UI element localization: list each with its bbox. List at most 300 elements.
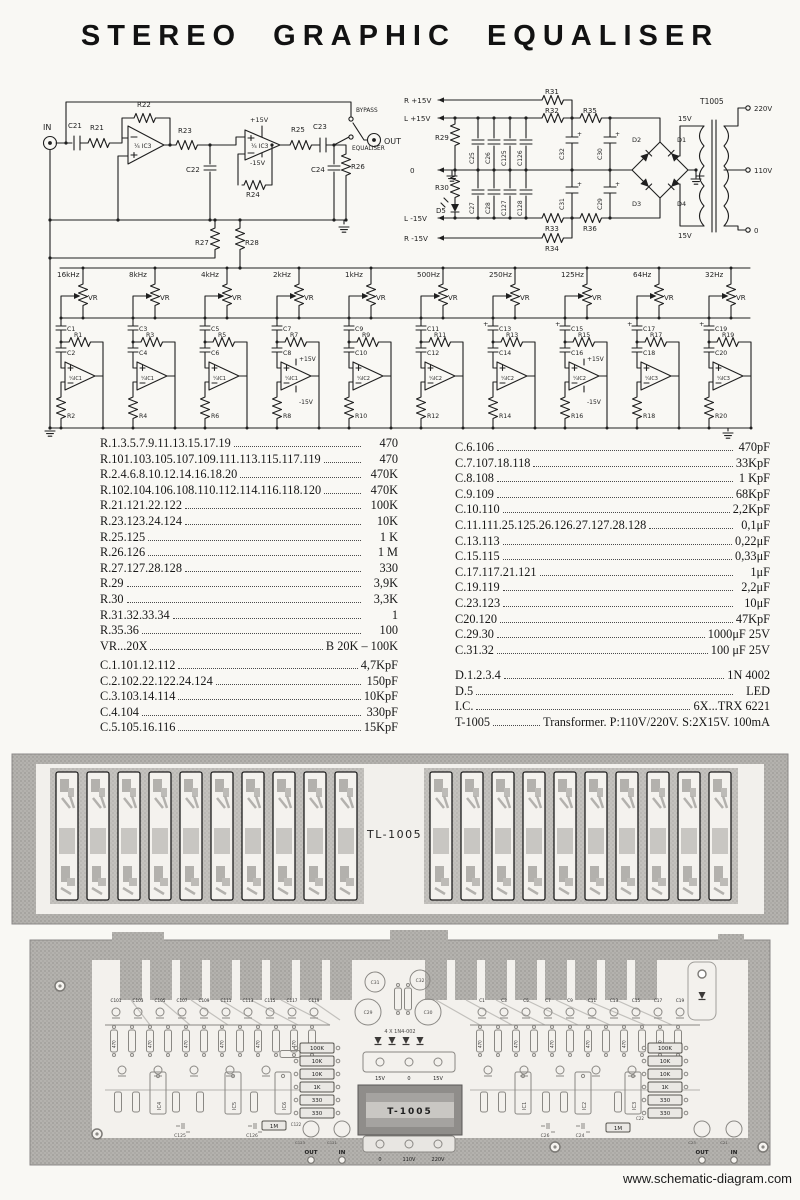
pcb-copper-label: TL-1005 xyxy=(367,828,423,841)
opamp-label: ¼IC2 xyxy=(429,376,442,382)
cap-label: C13 xyxy=(499,326,512,333)
pcb-terminal-label: 0 xyxy=(407,1076,411,1082)
pcb-res-value: 470 xyxy=(255,1040,261,1048)
part-value: 470pF xyxy=(738,440,770,454)
part-ref: C.23.123 xyxy=(455,595,501,610)
pcb-diode-note: 4 X 1N4-002 xyxy=(384,1029,416,1035)
r35-label: R35 xyxy=(583,107,597,115)
r31-label: R31 xyxy=(545,88,559,96)
res-label: R17 xyxy=(650,332,663,339)
r23-label: R23 xyxy=(178,127,192,135)
c127-label: C127 xyxy=(501,200,508,216)
pcb-res-value: 10K xyxy=(659,1059,671,1065)
dotted-leader xyxy=(503,512,730,513)
part-value: 330pF xyxy=(366,704,398,719)
pcb-res-value: 100K xyxy=(657,1046,673,1052)
cap-label: C3 xyxy=(139,326,148,333)
dotted-leader xyxy=(178,730,360,731)
pcb-terminal-label: 110V xyxy=(402,1157,416,1163)
band-freq: 32Hz xyxy=(705,270,724,279)
part-ref: C.3.103.14.114 xyxy=(100,689,176,704)
vr-label: VR xyxy=(664,294,674,302)
part-ref: R.102.104.106.108.110.112.114.116.118.120 xyxy=(100,482,322,497)
part-ref: R.2.4.6.8.10.12.14.16.18.20 xyxy=(100,467,238,482)
part-value: 3,3K xyxy=(373,591,398,606)
pcb-terminal-label: 15V xyxy=(433,1076,443,1082)
svg-text:+: + xyxy=(615,131,621,138)
part-value: 330 xyxy=(379,560,398,575)
part-value: 150pF xyxy=(366,673,398,688)
r36-label: R36 xyxy=(583,225,597,233)
pcb-res-value: 10K xyxy=(311,1059,323,1065)
pcb-res-value: 330 xyxy=(659,1111,671,1117)
table-row xyxy=(100,545,398,561)
part-ref: C.2.102.22.122.24.124 xyxy=(100,673,213,688)
vr-label: VR xyxy=(376,294,386,302)
dotted-leader xyxy=(178,699,360,700)
table-row xyxy=(100,561,398,577)
part-ref: I.C. xyxy=(455,699,474,714)
vr-label: VR xyxy=(88,294,98,302)
cap-label: C11 xyxy=(427,326,440,333)
cap-label: C19 xyxy=(715,326,728,333)
part-value: 10μF xyxy=(744,595,770,610)
cap-label: C20 xyxy=(715,350,728,357)
tap-220v: 220V xyxy=(754,105,773,113)
dotted-leader xyxy=(503,559,732,560)
part-value: 3,9K xyxy=(373,576,398,591)
pcb-res-value: 470 xyxy=(549,1040,555,1048)
r34-label: R34 xyxy=(545,245,559,253)
part-ref: R.35.36 xyxy=(100,623,139,638)
part-value: 100 μF 25V xyxy=(710,642,770,657)
vr-label: VR xyxy=(592,294,602,302)
r27-label: R27 xyxy=(195,239,209,247)
cap-polarity: + xyxy=(483,320,489,328)
table-row xyxy=(455,518,770,534)
pcb-cap-label: C111 xyxy=(220,998,232,1003)
out-label: OUT xyxy=(384,137,402,146)
mounting-hole xyxy=(92,1129,102,1139)
pcb-cap-label: C123 xyxy=(295,1140,305,1145)
part-value: 47KpF xyxy=(735,611,770,626)
tap-0v: 0 xyxy=(754,227,759,235)
transformer-label: T1005 xyxy=(700,97,724,106)
table-row xyxy=(455,534,770,550)
cap-polarity: + xyxy=(699,320,705,328)
part-ref: C.5.105.16.116 xyxy=(100,720,176,735)
cap-label: C8 xyxy=(283,350,292,357)
pcb-res-value: 1M xyxy=(613,1126,623,1132)
table-row xyxy=(455,596,770,612)
part-ref: VR...20X xyxy=(100,638,148,653)
res-label: R15 xyxy=(578,332,591,339)
part-ref: C.6.106 xyxy=(455,440,494,454)
res-label: R14 xyxy=(499,413,512,420)
dotted-leader xyxy=(216,684,361,685)
cap-label: C6 xyxy=(211,350,220,357)
cap-polarity: + xyxy=(555,320,561,328)
part-value: 68KpF xyxy=(735,486,770,501)
in-label: IN xyxy=(43,123,52,132)
vr-label: VR xyxy=(304,294,314,302)
vr-label: VR xyxy=(160,294,170,302)
c32-label: C32 xyxy=(559,148,566,160)
svg-text:+: + xyxy=(577,181,583,188)
part-ref: D.5 xyxy=(455,683,474,698)
res-label: R16 xyxy=(571,413,584,420)
dotted-leader xyxy=(148,555,361,556)
dotted-leader xyxy=(185,524,361,525)
part-ref: R.1.3.5.7.9.11.13.15.17.19 xyxy=(100,436,231,450)
part-value: 1000μF 25V xyxy=(707,627,770,642)
dotted-leader xyxy=(533,466,732,467)
dotted-leader xyxy=(503,606,733,607)
pcb-cap-label: C24 xyxy=(575,1134,585,1139)
tap-110v: 110V xyxy=(754,167,773,175)
dotted-leader xyxy=(497,481,733,482)
r26-label: R26 xyxy=(351,163,365,171)
cap-label: C10 xyxy=(355,350,368,357)
r21-label: R21 xyxy=(90,124,104,132)
table-row xyxy=(100,674,398,690)
opamp-label: ¼IC1 xyxy=(213,376,226,382)
band-freq: 250Hz xyxy=(489,270,512,279)
r22-label: R22 xyxy=(137,101,151,109)
pcb-cap-label: C26 xyxy=(540,1134,550,1139)
pcb-in-label: IN xyxy=(338,1150,346,1156)
power-supply-schematic xyxy=(404,88,772,253)
pcb-ic-label: IC2 xyxy=(582,1101,588,1110)
pcb-cap-label: C109 xyxy=(198,998,210,1003)
part-ref: C.29.30 xyxy=(455,627,494,642)
dotted-leader xyxy=(142,715,361,716)
dotted-leader xyxy=(497,653,708,654)
pcb-cap-label: C126 xyxy=(246,1134,258,1139)
part-value: 1 K xyxy=(379,529,398,544)
opamp-label: ¼IC2 xyxy=(501,376,514,382)
ic3a-label: ¼ IC3 xyxy=(134,143,152,150)
part-ref: R.30 xyxy=(100,591,124,606)
pcb-component-layout xyxy=(0,930,800,1175)
pcb-cap-label: C103 xyxy=(132,998,144,1003)
mounting-hole xyxy=(550,1142,560,1152)
pcb-ic-label: IC4 xyxy=(157,1101,163,1110)
pcb-out-label: OUT xyxy=(695,1150,709,1156)
pcb-out-label: OUT xyxy=(304,1150,318,1156)
part-ref: C.11.111.25.125.26.126.27.127.28.128 xyxy=(455,517,647,532)
band-freq: 4kHz xyxy=(201,270,219,279)
part-ref: R.27.127.28.128 xyxy=(100,560,182,575)
pcb-cap-label: C117 xyxy=(286,998,298,1003)
plus15-label: +15V xyxy=(250,116,269,124)
table-row xyxy=(100,658,398,674)
cap-label: C5 xyxy=(211,326,220,333)
table-row xyxy=(100,467,398,483)
r25-label: R25 xyxy=(291,126,305,134)
band-plus15: +15V xyxy=(299,356,316,363)
pcb-terminal-label: 220V xyxy=(431,1157,445,1163)
dotted-leader xyxy=(497,637,705,638)
part-value: 1μF xyxy=(750,564,770,579)
cap-label: C7 xyxy=(283,326,292,333)
bypass-label: BYPASS xyxy=(356,108,378,114)
res-label: R8 xyxy=(283,413,292,420)
dotted-leader xyxy=(324,493,361,494)
table-row xyxy=(100,436,398,452)
res-label: R10 xyxy=(355,413,368,420)
part-value: 6X...TRX 6221 xyxy=(693,699,770,714)
dotted-leader xyxy=(234,446,361,447)
c23-label: C23 xyxy=(313,123,327,131)
part-ref: C.15.115 xyxy=(455,549,500,564)
pcb-cap-label: C105 xyxy=(154,998,166,1003)
table-row xyxy=(455,549,770,565)
rail-r-plus15: R +15V xyxy=(404,96,432,105)
part-ref: T-1005 xyxy=(455,714,491,729)
input-buffer-schematic xyxy=(43,101,401,436)
d1-label: D1 xyxy=(677,136,687,144)
pcb-cap-label: C3 xyxy=(501,998,507,1003)
table-row xyxy=(100,483,398,499)
capacitor-parts-table-right xyxy=(455,440,770,658)
pcb-res-value: 10K xyxy=(311,1072,323,1078)
res-label: R6 xyxy=(211,413,220,420)
pcb-res-value: 470 xyxy=(111,1040,117,1048)
res-label: R7 xyxy=(290,332,299,339)
part-ref: R.26.126 xyxy=(100,545,146,560)
band-freq: 8kHz xyxy=(129,270,147,279)
d5-label: D5 xyxy=(436,207,446,215)
pcb-transformer-label: T-1005 xyxy=(387,1107,433,1117)
pcb-cap-label: C125 xyxy=(174,1134,186,1139)
opamp-label: ¼IC1 xyxy=(285,376,298,382)
c128-label: C128 xyxy=(517,200,524,216)
dotted-leader xyxy=(503,544,732,545)
part-value: 2,2KpF xyxy=(732,502,770,517)
table-row xyxy=(455,627,770,643)
pcb-res-value: 470 xyxy=(291,1040,297,1048)
rail-l-minus15: L -15V xyxy=(404,214,427,223)
d3-label: D3 xyxy=(632,200,642,208)
pcb-cap-label: C7 xyxy=(545,998,551,1003)
pcb-cap-label: C101 xyxy=(110,998,122,1003)
cap-label: C17 xyxy=(643,326,656,333)
dotted-leader xyxy=(504,678,725,679)
pcb-cap-label: C11 xyxy=(587,998,597,1003)
res-label: R11 xyxy=(434,332,447,339)
res-label: R12 xyxy=(427,413,440,420)
table-row xyxy=(100,689,398,705)
pcb-res-value: 470 xyxy=(219,1040,225,1048)
dotted-leader xyxy=(540,575,733,576)
pcb-res-value: 330 xyxy=(311,1111,323,1117)
pcb-cap-label: C1 xyxy=(479,998,485,1003)
table-row xyxy=(100,720,398,736)
c126-label: C126 xyxy=(517,150,524,166)
dotted-leader xyxy=(476,694,733,695)
pcb-cap-label: C119 xyxy=(308,998,320,1003)
c28-label: C28 xyxy=(485,202,492,214)
svg-text:+: + xyxy=(577,131,583,138)
pcb-res-value: 100K xyxy=(309,1046,325,1052)
pcb-cap-label: C115 xyxy=(264,998,276,1003)
band-freq: 500Hz xyxy=(417,270,440,279)
part-value: 10KpF xyxy=(363,689,398,704)
table-row xyxy=(100,705,398,721)
dotted-leader xyxy=(150,649,322,650)
pcb-cap-label: C121 xyxy=(327,1140,337,1145)
pcb-cap-label: C107 xyxy=(176,998,188,1003)
part-ref: C.10.110 xyxy=(455,502,500,517)
sec-bottom-label: 15V xyxy=(678,232,692,240)
dotted-leader xyxy=(185,508,361,509)
res-label: R2 xyxy=(67,413,76,420)
opamp-label: ¼IC3 xyxy=(645,376,658,382)
mounting-hole xyxy=(758,1142,768,1152)
r32-label: R32 xyxy=(545,107,559,115)
pcb-ic-label: IC6 xyxy=(282,1101,288,1110)
opamp-label: ¼IC2 xyxy=(357,376,370,382)
dotted-leader xyxy=(127,586,361,587)
part-value: 470K xyxy=(370,482,398,497)
pcb-terminal-label: 0 xyxy=(378,1157,382,1163)
pcb-res-value: 470 xyxy=(147,1040,153,1048)
pcb-in-label: IN xyxy=(730,1150,738,1156)
r30-label: R30 xyxy=(435,184,449,192)
table-row xyxy=(100,592,398,608)
dotted-leader xyxy=(142,633,361,634)
part-ref: C.13.113 xyxy=(455,533,500,548)
c29-label: C29 xyxy=(597,198,604,210)
pcb-ic-label: IC3 xyxy=(632,1101,638,1110)
part-value: 470K xyxy=(370,467,398,482)
vr-label: VR xyxy=(736,294,746,302)
opamp-label: ¼IC1 xyxy=(69,376,82,382)
pcb-cap-label: C22 xyxy=(636,1116,644,1121)
table-row xyxy=(100,530,398,546)
c24-label: C24 xyxy=(311,166,325,174)
part-ref: C.1.101.12.112 xyxy=(100,658,176,672)
part-ref: R.31.32.33.34 xyxy=(100,607,170,622)
table-row xyxy=(100,623,398,639)
pcb-res-value: 470 xyxy=(183,1040,189,1048)
part-value: 4,7KpF xyxy=(360,658,398,672)
rail-l-plus15: L +15V xyxy=(404,114,431,123)
cap-label: C12 xyxy=(427,350,440,357)
dotted-leader xyxy=(497,450,733,451)
cap-label: C2 xyxy=(67,350,76,357)
pcb-cap-label: C31 xyxy=(370,981,380,986)
part-value: 15KpF xyxy=(363,720,398,735)
equaliser-circuit-schematic xyxy=(0,80,800,440)
website-watermark: www.schematic-diagram.com xyxy=(622,1171,792,1186)
pcb-res-value: 1K xyxy=(313,1085,321,1091)
page-title: STEREO GRAPHIC EQUALISER xyxy=(80,20,720,52)
ic3b-label: ¼ IC3 xyxy=(251,143,269,150)
pcb-res-value: 470 xyxy=(621,1040,627,1048)
dotted-leader xyxy=(493,725,540,726)
dotted-leader xyxy=(324,462,361,463)
cap-label: C14 xyxy=(499,350,512,357)
table-row xyxy=(100,576,398,592)
pcb-cap-label: C29 xyxy=(363,1011,373,1016)
cap-polarity: + xyxy=(627,320,633,328)
dotted-leader xyxy=(173,618,361,619)
table-row xyxy=(455,580,770,596)
table-row xyxy=(455,715,770,731)
band-minus15: -15V xyxy=(587,399,601,406)
band-plus15: +15V xyxy=(587,356,604,363)
res-label: R3 xyxy=(146,332,155,339)
opamp-label: ¼IC3 xyxy=(717,376,730,382)
part-ref: R.101.103.105.107.109.111.113.115.117.119 xyxy=(100,451,321,466)
part-value: 2,2μF xyxy=(741,580,770,595)
table-row xyxy=(455,668,770,684)
res-label: R9 xyxy=(362,332,371,339)
pcb-ic-label: IC1 xyxy=(522,1101,528,1110)
pcb-cap-label: C122 xyxy=(290,1122,302,1127)
c27-label: C27 xyxy=(469,202,476,214)
pcb-res-value: 470 xyxy=(585,1040,591,1048)
band-freq: 125Hz xyxy=(561,270,584,279)
pcb-cap-label: C5 xyxy=(523,998,529,1003)
svg-text:+: + xyxy=(615,181,621,188)
cap-label: C18 xyxy=(643,350,656,357)
opamp-label: ¼IC1 xyxy=(141,376,154,382)
pcb-copper-layout xyxy=(0,752,800,927)
r33-label: R33 xyxy=(545,225,559,233)
dotted-leader xyxy=(127,602,361,603)
pcb-cap-label: C32 xyxy=(415,979,425,984)
table-row xyxy=(455,612,770,628)
part-ref: C20.120 xyxy=(455,611,498,626)
vr-label: VR xyxy=(448,294,458,302)
band-freq: 2kHz xyxy=(273,270,291,279)
r29-label: R29 xyxy=(435,134,449,142)
part-value: 1 KpF xyxy=(738,471,770,486)
dotted-leader xyxy=(476,709,690,710)
vr-label: VR xyxy=(520,294,530,302)
part-ref: C.4.104 xyxy=(100,704,139,719)
part-value: 0,33μF xyxy=(735,549,770,564)
table-row xyxy=(455,643,770,659)
pcb-cap-label: C23 xyxy=(688,1140,696,1145)
res-label: R20 xyxy=(715,413,728,420)
rail-zero: 0 xyxy=(410,166,415,175)
part-ref: C.19.119 xyxy=(455,580,500,595)
table-row xyxy=(455,502,770,518)
table-row xyxy=(100,452,398,468)
r28-label: R28 xyxy=(245,239,259,247)
pcb-cap-label: C30 xyxy=(423,1011,433,1016)
c125-label: C125 xyxy=(501,150,508,166)
part-ref: R.29 xyxy=(100,576,124,591)
sec-top-label: 15V xyxy=(678,115,692,123)
mounting-hole xyxy=(55,981,65,991)
res-label: R4 xyxy=(139,413,148,420)
part-ref: C.7.107.18.118 xyxy=(455,455,531,470)
table-row xyxy=(100,514,398,530)
part-value: 1N 4002 xyxy=(727,668,770,682)
pcb-ic-label: IC5 xyxy=(232,1101,238,1110)
part-ref: D.1.2.3.4 xyxy=(455,668,501,682)
rail-r-minus15: R -15V xyxy=(404,234,428,243)
table-row xyxy=(100,608,398,624)
pcb-cap-label: C15 xyxy=(631,998,641,1003)
cap-label: C15 xyxy=(571,326,584,333)
table-row xyxy=(455,565,770,581)
